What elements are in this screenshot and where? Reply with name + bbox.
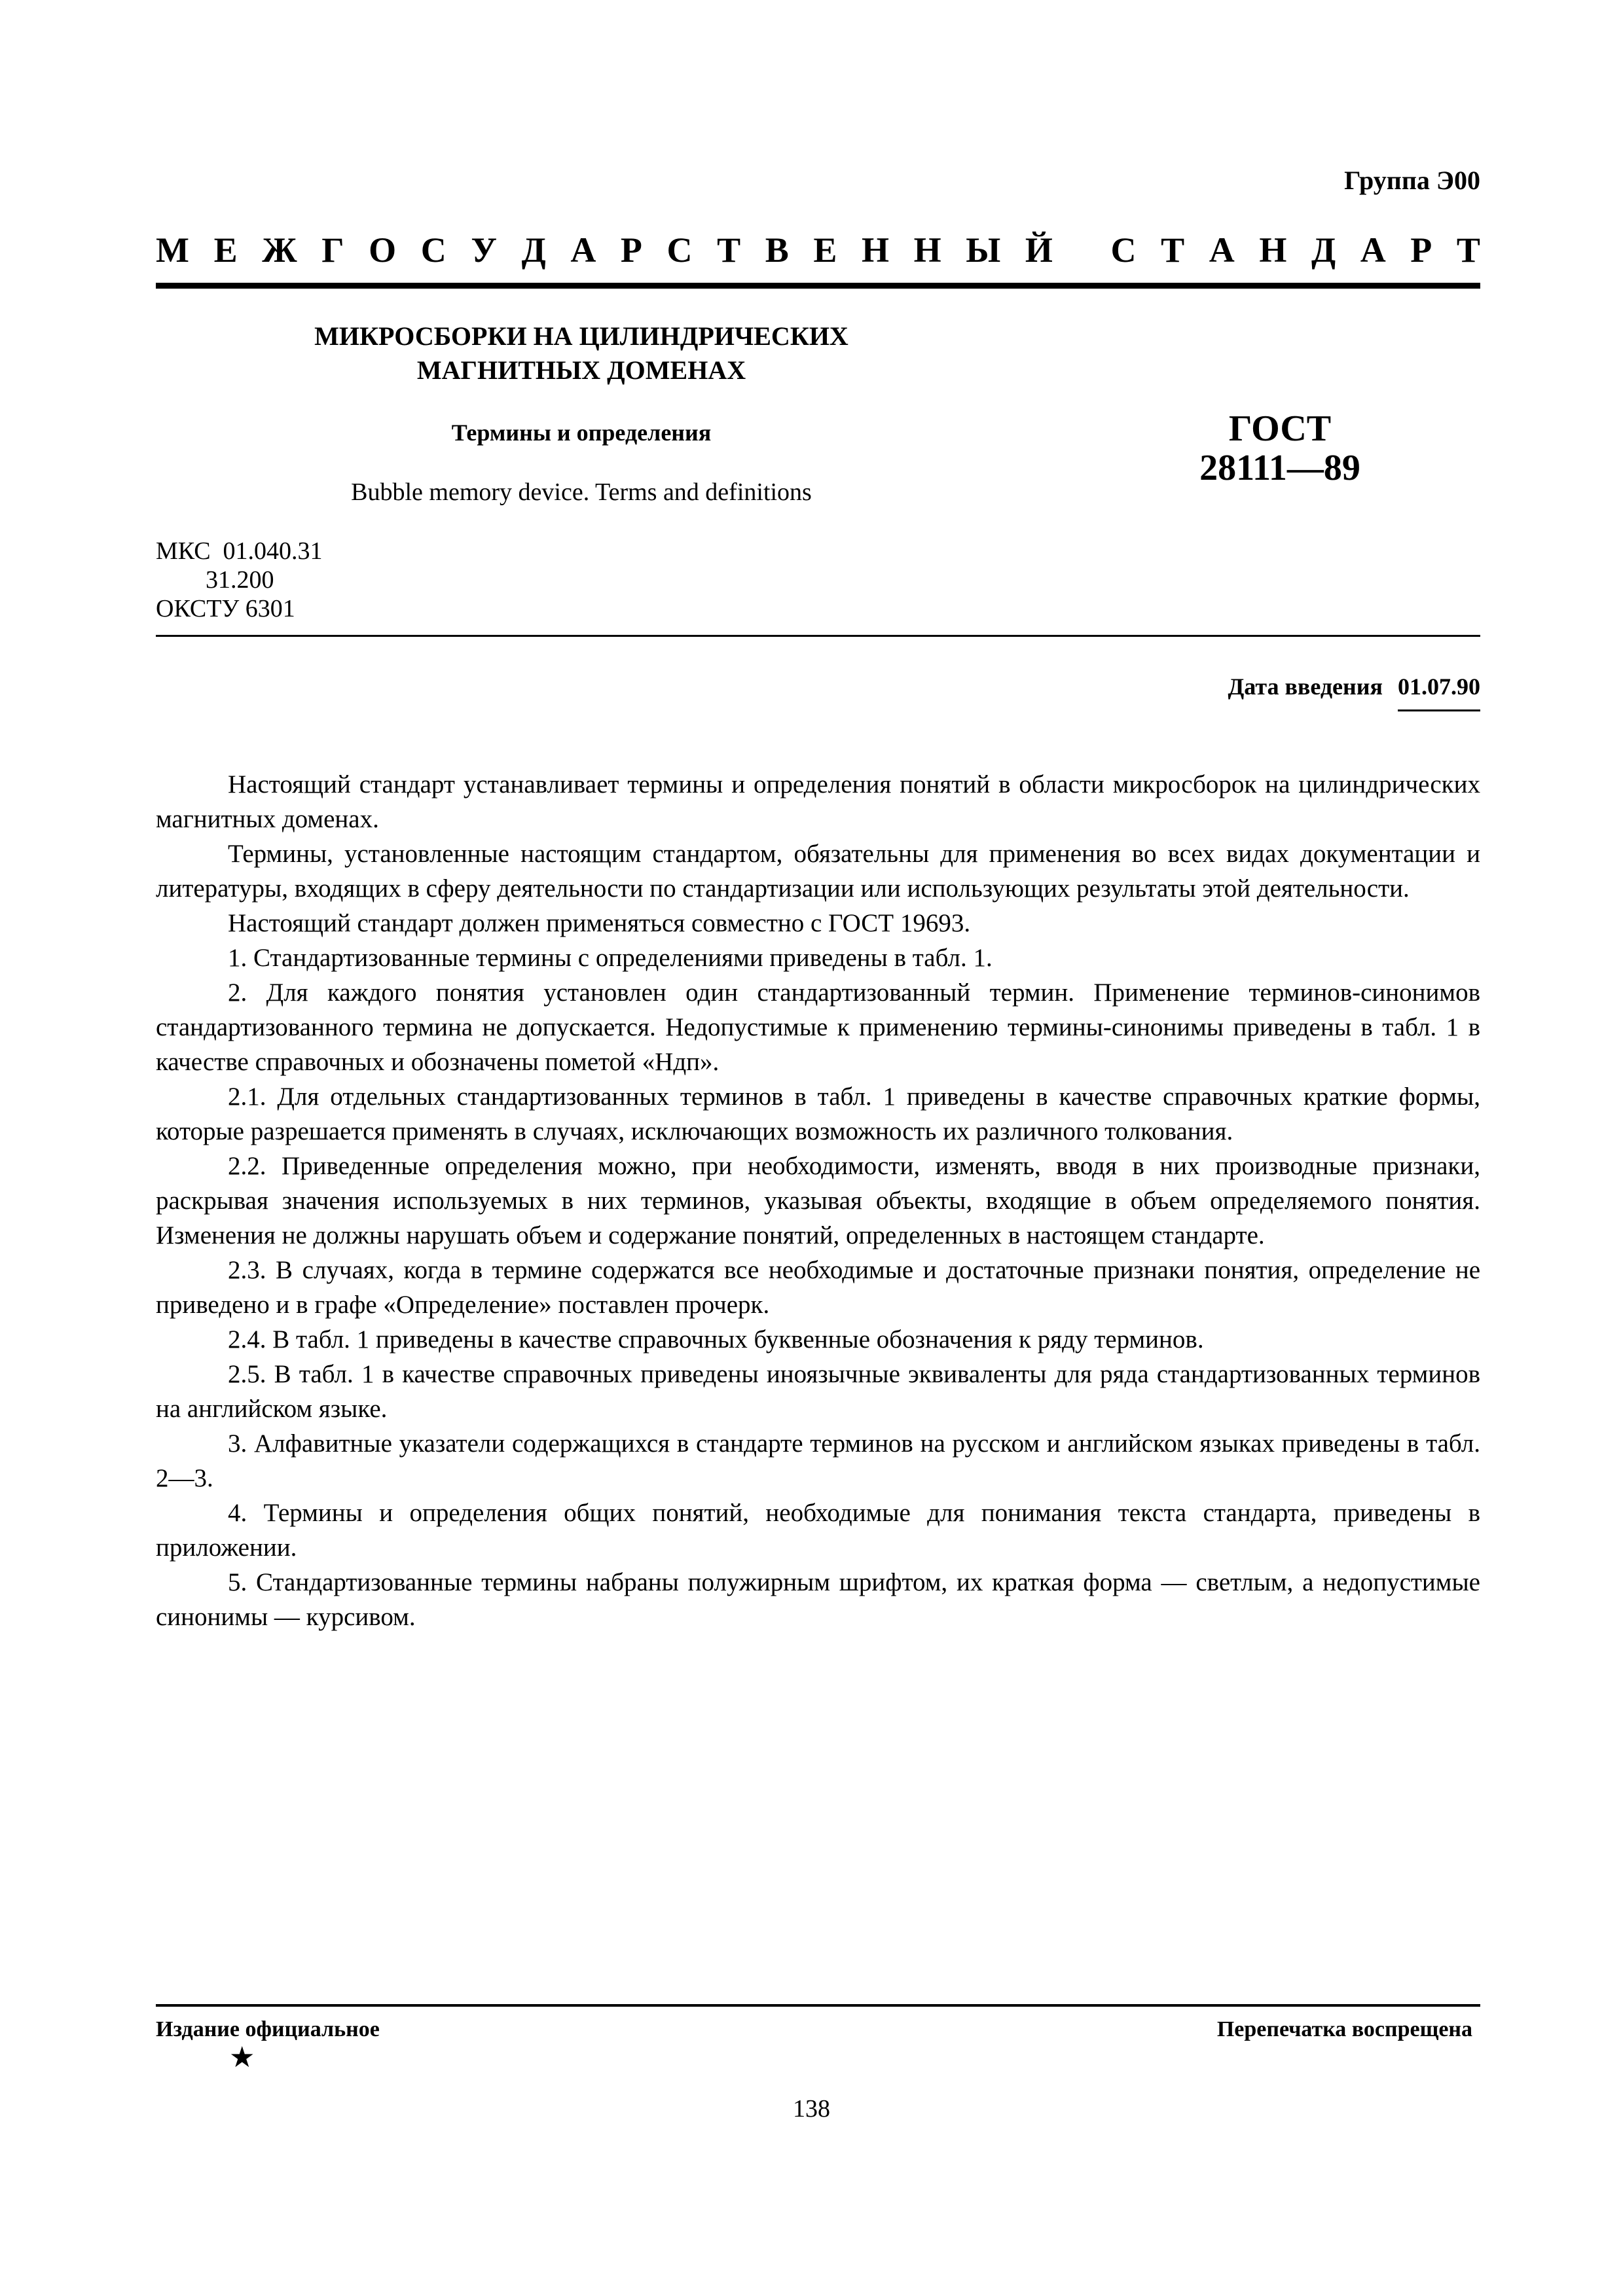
header-letter: С bbox=[666, 230, 693, 270]
footer-rule bbox=[156, 2004, 1480, 2007]
header-letter: Й bbox=[1025, 230, 1053, 270]
paragraph: 1. Стандартизованные термины с определениями приведены в табл. 1. bbox=[228, 944, 993, 972]
header-letter: Ы bbox=[966, 230, 1001, 270]
codes-rule bbox=[156, 635, 1480, 637]
header-letter: С bbox=[420, 230, 447, 270]
header-letter: Р bbox=[1410, 230, 1432, 270]
paragraph: Настоящий стандарт устанавливает термины и определения понятий в области микросборок на цилиндрических магнитных доменах. bbox=[156, 770, 1480, 833]
header-word-gap bbox=[1077, 230, 1086, 270]
header-letter: У bbox=[471, 230, 497, 270]
title-line-1: МИКРОСБОРКИ НА ЦИЛИНДРИЧЕСКИХ bbox=[314, 321, 848, 351]
header-letter: Е bbox=[213, 230, 238, 270]
header-rule bbox=[156, 283, 1480, 289]
header-letter: Т bbox=[1456, 230, 1480, 270]
introduction-date bbox=[1228, 673, 1481, 711]
classification-codes bbox=[156, 537, 323, 623]
gost-number: 28111—89 bbox=[1199, 448, 1360, 488]
header-letter: Д bbox=[1311, 230, 1336, 270]
gost-label: ГОСТ bbox=[1228, 408, 1332, 449]
mks-code-2: 31.200 bbox=[156, 566, 274, 594]
header-letter: Н bbox=[861, 230, 889, 270]
paragraph: 2.4. В табл. 1 приведены в качестве справочных буквенные обозначения к ряду терминов. bbox=[228, 1325, 1204, 1354]
paragraph: 3. Алфавитные указатели содержащихся в стандарте терминов на русском и английском языках приведены в табл. 2—3. bbox=[156, 1429, 1480, 1492]
page-number: 138 bbox=[793, 2095, 830, 2123]
english-title: Bubble memory device. Terms and definitions bbox=[351, 478, 812, 506]
header-letter: А bbox=[1209, 230, 1235, 270]
header-letter: Н bbox=[1259, 230, 1287, 270]
header-letter: Д bbox=[521, 230, 546, 270]
paragraph: 2.2. Приведенные определения можно, при необходимости, изменять, вводя в них производные признаки, раскрывая значения используемых в них терминов, указывая объекты, входящие в объем определяемого понятия. Изменения не должны нарушать объем и содержание понятий, определенных в настоящем стандарте. bbox=[156, 1152, 1480, 1249]
document-title bbox=[247, 319, 915, 387]
paragraph: Термины, установленные настоящим стандартом, обязательны для применения во всех видах документации и литературы, входящих в сферу деятельности по стандартизации или использующих результаты этой деятельности. bbox=[156, 840, 1480, 903]
header-letter: Т bbox=[717, 230, 741, 270]
body-text bbox=[156, 767, 1480, 1634]
paragraph: 2.3. В случаях, когда в термине содержатся все необходимые и достаточные признаки понятия, определение не приведено и в графе «Определение» поставлен прочерк. bbox=[156, 1256, 1480, 1319]
header-letter: Е bbox=[813, 230, 837, 270]
paragraph: 5. Стандартизованные термины набраны полужирным шрифтом, их краткая форма — светлым, а недопустимые синонимы — курсивом. bbox=[156, 1568, 1480, 1631]
paragraph: 2.1. Для отдельных стандартизованных терминов в табл. 1 приведены в качестве справочных краткие формы, которые разрешается применять в случаях, исключающих возможность их различного толкования. bbox=[156, 1083, 1480, 1145]
header-letter: А bbox=[570, 230, 596, 270]
header-letter: Р bbox=[620, 230, 642, 270]
official-edition-label: Издание официальное bbox=[156, 2017, 380, 2041]
interstate-standard-header bbox=[156, 230, 1480, 270]
title-line-2: МАГНИТНЫХ ДОМЕНАХ bbox=[416, 355, 746, 385]
header-letter: Г bbox=[321, 230, 344, 270]
star-icon: ★ bbox=[229, 2041, 255, 2073]
header-letter: В bbox=[765, 230, 789, 270]
paragraph: 2. Для каждого понятия установлен один стандартизованный термин. Применение терминов-синонимов стандартизованного термина не допускается. Недопустимые к применению термины-синонимы приведены в табл. 1 в качестве справочных и обозначены пометой «Ндп». bbox=[156, 978, 1480, 1076]
paragraph: 2.5. В табл. 1 в качестве справочных приведены иноязычные эквиваленты для ряда стандартизованных терминов на английском языке. bbox=[156, 1360, 1480, 1423]
intro-date-label: Дата введения bbox=[1228, 673, 1383, 700]
document-subtitle: Термины и определения bbox=[451, 420, 712, 446]
header-letter: М bbox=[156, 230, 189, 270]
paragraph: 4. Термины и определения общих понятий, необходимые для понимания текста стандарта, приведены в приложении. bbox=[156, 1499, 1480, 1562]
header-letter: Т bbox=[1161, 230, 1185, 270]
header-letter: Ж bbox=[262, 230, 297, 270]
header-letter: С bbox=[1110, 230, 1137, 270]
intro-date-value: 01.07.90 bbox=[1398, 673, 1480, 711]
group-label: Группа Э00 bbox=[1344, 166, 1480, 195]
mks-code-1: МКС 01.040.31 bbox=[156, 537, 323, 565]
header-letter: О bbox=[369, 230, 397, 270]
reprint-prohibited-label: Перепечатка воспрещена bbox=[1216, 2017, 1472, 2041]
header-letter: Н bbox=[913, 230, 941, 270]
paragraph: Настоящий стандарт должен применяться совместно с ГОСТ 19693. bbox=[228, 909, 971, 937]
okstu-code: ОКСТУ 6301 bbox=[156, 595, 295, 622]
header-letter: А bbox=[1360, 230, 1386, 270]
gost-designation bbox=[1172, 409, 1388, 488]
